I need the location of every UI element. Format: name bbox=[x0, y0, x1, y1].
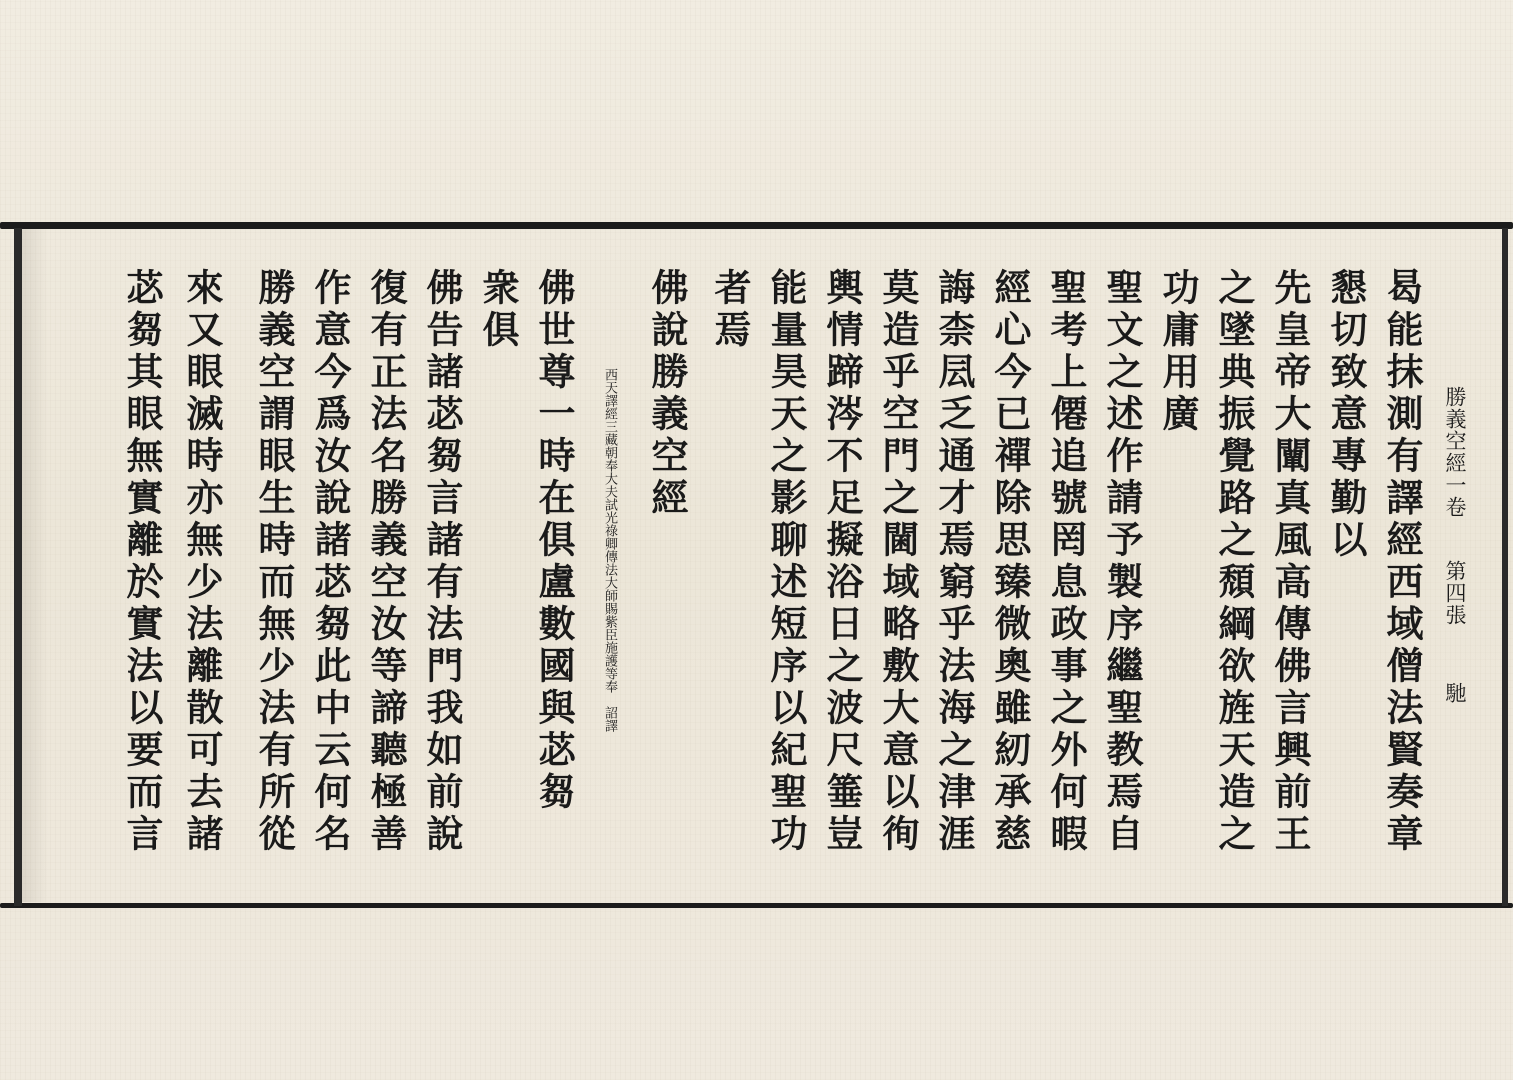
text-column: 聖文之述作請予製序繼聖教焉自 bbox=[1100, 268, 1144, 856]
text-column: 聖考上僊追號罔息政事之外何暇 bbox=[1044, 268, 1088, 856]
top-border-rule bbox=[0, 222, 1513, 229]
text-column: 來又眼滅時亦無少法離散可去諸 bbox=[180, 268, 224, 856]
text-column: 作意今爲汝說諸苾芻此中云何名 bbox=[308, 268, 352, 856]
text-column: 莫造乎空門之閫域略敷大意以徇 bbox=[876, 268, 920, 856]
sheet-number-label: 第四張 bbox=[1443, 560, 1467, 626]
translator-credit: 西天譯經三藏朝奉大夫試光祿卿傳法大師賜紫臣施護等奉 詔譯 bbox=[602, 368, 617, 732]
fold-shadow bbox=[22, 229, 48, 902]
left-border-rule bbox=[14, 228, 22, 906]
volume-title-label: 勝義空經一卷 bbox=[1443, 386, 1467, 518]
text-column: 衆俱 bbox=[476, 268, 520, 352]
text-column: 誨柰凨乏通才焉窮乎法海之津涯 bbox=[932, 268, 976, 856]
text-column: 復有正法名勝義空汝等諦聽極善 bbox=[364, 268, 408, 856]
text-column: 曷能抹測有譯經西域僧法賢奏章 bbox=[1380, 268, 1424, 856]
text-column: 功庸用廣 bbox=[1156, 268, 1200, 436]
text-column: 苾芻其眼無實離於實法以要而言 bbox=[120, 268, 164, 856]
text-column: 輿情蹄涔不足擬浴日之波尺箠豈 bbox=[820, 268, 864, 856]
text-column: 者焉 bbox=[708, 268, 752, 352]
text-column: 之墜典振覺路之頹綱欲旌天造之 bbox=[1212, 268, 1256, 856]
text-column: 經心今已禪除思臻微奧雖紉承慈 bbox=[988, 268, 1032, 856]
character-mark-label: 馳 bbox=[1443, 682, 1467, 704]
text-column: 能量昊天之影聊述短序以紀聖功 bbox=[764, 268, 808, 856]
sutra-title: 佛說勝義空經 bbox=[645, 268, 689, 520]
text-column: 懇切致意專勤以 bbox=[1324, 268, 1368, 562]
text-column: 佛世尊一時在俱盧數國與苾芻 bbox=[532, 268, 576, 814]
text-column: 先皇帝大闡真風高傳佛言興前王 bbox=[1268, 268, 1312, 856]
right-border-rule bbox=[1502, 228, 1508, 906]
bottom-border-rule bbox=[0, 903, 1513, 908]
text-column: 勝義空謂眼生時而無少法有所從 bbox=[252, 268, 296, 856]
text-column: 佛告諸苾芻言諸有法門我如前說 bbox=[420, 268, 464, 856]
